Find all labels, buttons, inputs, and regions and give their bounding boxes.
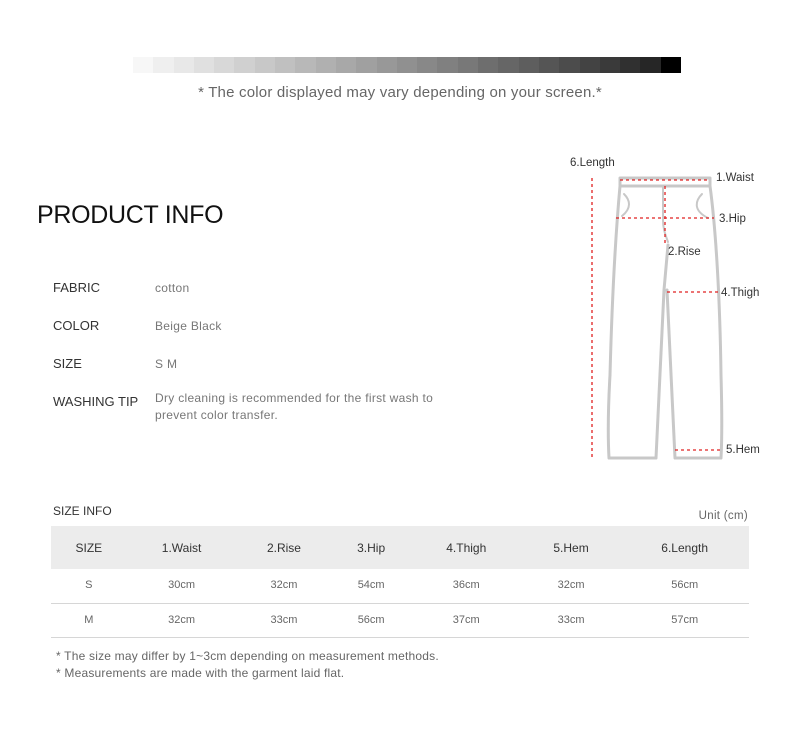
thigh-label: 4.Thigh	[721, 287, 760, 299]
hip-label: 3.Hip	[719, 213, 746, 225]
fabric-label: FABRIC	[53, 280, 100, 295]
header-rise: 2.Rise	[266, 540, 301, 555]
gradient-swatch	[498, 57, 518, 73]
size-table	[51, 526, 749, 638]
size-label: SIZE	[53, 356, 82, 371]
table-row	[51, 603, 749, 637]
gradient-swatch	[377, 57, 397, 73]
unit-label: Unit (cm)	[698, 510, 748, 522]
cell-hem: 32cm	[557, 579, 585, 592]
footnote-measurement-method: * Measurements are made with the garment laid flat.	[56, 666, 345, 680]
header-thigh: 4.Thigh	[446, 540, 487, 555]
gradient-swatch	[234, 57, 254, 73]
cell-hip: 54cm	[357, 579, 385, 592]
cell-size: S	[85, 579, 93, 592]
gradient-swatch	[478, 57, 498, 73]
gradient-swatch	[661, 57, 681, 73]
gradient-swatch	[539, 57, 559, 73]
cell-waist: 30cm	[168, 579, 196, 592]
gradient-swatch	[600, 57, 620, 73]
header-hem: 5.Hem	[553, 540, 589, 555]
cell-waist: 32cm	[168, 614, 196, 626]
length-label: 6.Length	[570, 157, 615, 169]
washing-tip-line-1: Dry cleaning is recommended for the first wash to	[155, 391, 434, 405]
cell-rise: 33cm	[270, 614, 298, 626]
washing-tip-line-2: prevent color transfer.	[155, 408, 278, 422]
color-gradient-bar	[133, 57, 681, 73]
size-table-header-row	[51, 526, 749, 569]
size-value: S M	[155, 357, 178, 371]
gradient-swatch	[640, 57, 660, 73]
fabric-value: cotton	[155, 281, 190, 295]
rise-label: 2.Rise	[668, 246, 701, 258]
header-size: SIZE	[75, 540, 103, 555]
washing-tip-value	[155, 390, 455, 424]
cell-size: M	[84, 614, 94, 626]
color-label: COLOR	[53, 318, 100, 333]
gradient-swatch	[620, 57, 640, 73]
color-value: Beige Black	[155, 319, 222, 333]
gradient-swatch	[559, 57, 579, 73]
gradient-swatch	[519, 57, 539, 73]
cell-thigh: 37cm	[452, 614, 480, 626]
color-notice: * The color displayed may vary depending on your screen.*	[198, 84, 602, 101]
gradient-swatch	[437, 57, 457, 73]
product-info-title: PRODUCT INFO	[37, 201, 224, 229]
gradient-swatch	[397, 57, 417, 73]
gradient-swatch	[458, 57, 478, 73]
waist-label: 1.Waist	[716, 172, 754, 184]
cell-thigh: 36cm	[452, 579, 480, 592]
header-length: 6.Length	[661, 540, 709, 555]
pants-measurement-diagram	[560, 150, 800, 470]
header-hip: 3.Hip	[357, 540, 386, 555]
gradient-swatch	[194, 57, 214, 73]
gradient-swatch	[133, 57, 153, 73]
cell-length: 56cm	[671, 579, 699, 592]
gradient-swatch	[174, 57, 194, 73]
cell-rise: 32cm	[270, 579, 298, 592]
gradient-swatch	[153, 57, 173, 73]
gradient-swatch	[275, 57, 295, 73]
gradient-swatch	[316, 57, 336, 73]
gradient-swatch	[255, 57, 275, 73]
gradient-swatch	[580, 57, 600, 73]
cell-length: 57cm	[671, 614, 699, 626]
cell-hip: 56cm	[357, 614, 385, 626]
pants-outline	[608, 178, 721, 458]
gradient-swatch	[295, 57, 315, 73]
cell-hem: 33cm	[557, 614, 585, 626]
gradient-swatch	[417, 57, 437, 73]
gradient-swatch	[336, 57, 356, 73]
washing-tip-label: WASHING TIP	[53, 394, 139, 409]
table-row	[51, 569, 749, 603]
size-info-title: SIZE INFO	[53, 504, 112, 518]
hem-label: 5.Hem	[726, 444, 760, 456]
gradient-swatch	[356, 57, 376, 73]
footnote-size-variance: * The size may differ by 1~3cm depending on measurement methods.	[56, 649, 439, 663]
header-waist: 1.Waist	[161, 540, 202, 555]
gradient-swatch	[214, 57, 234, 73]
